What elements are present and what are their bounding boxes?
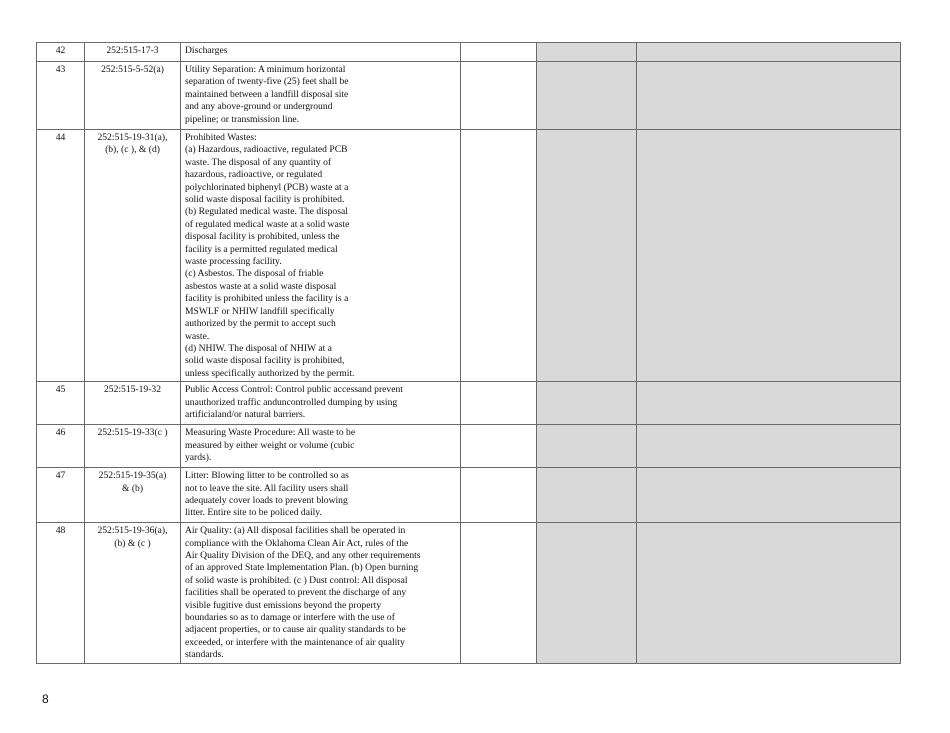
row-number-cell xyxy=(37,468,85,523)
rule-citation-cell xyxy=(85,62,181,130)
row-number-cell xyxy=(37,62,85,130)
row-number: 46 xyxy=(55,427,66,439)
rule-citation-line: 252:515-5-52(a) xyxy=(101,64,164,75)
requirement-line: Litter: Blowing litter to be controlled so as xyxy=(185,470,349,482)
shaded-cell xyxy=(537,523,637,664)
table-row xyxy=(37,425,901,468)
table-row xyxy=(37,382,901,425)
blank-cell xyxy=(461,382,537,425)
rule-citation-line: 252:515-19-33(c ) xyxy=(97,427,168,439)
row-number: 42 xyxy=(55,45,66,56)
rule-citation-cell xyxy=(85,468,181,523)
requirement-cell xyxy=(181,468,461,523)
shaded-cell xyxy=(537,382,637,425)
requirement-line: of solid waste is prohibited. (c ) Dust control: All disposal xyxy=(185,574,408,586)
table-body xyxy=(37,43,901,664)
requirement-line: adequately cover loads to prevent blowing xyxy=(185,494,348,506)
shaded-cell xyxy=(637,523,901,664)
requirement-line: exceeded, or interfere with the maintenance of air quality xyxy=(185,636,405,648)
row-number-cell xyxy=(37,523,85,664)
requirement-line: solid waste disposal facility is prohibited, xyxy=(185,355,345,367)
requirement-line: measured by either weight or volume (cubic xyxy=(185,439,355,451)
requirement-line: Measuring Waste Procedure: All waste to be xyxy=(185,427,356,439)
requirement-line: of regulated medical waste at a solid waste xyxy=(185,218,350,230)
rule-citation-cell xyxy=(85,425,181,468)
shaded-cell xyxy=(637,130,901,382)
requirement-line: pipeline; or transmission line. xyxy=(185,113,300,125)
requirement-line: artificialand/or natural barriers. xyxy=(185,408,306,420)
rule-citation-line: (b), (c ), & (d) xyxy=(105,144,160,156)
shaded-cell xyxy=(637,425,901,468)
table-row xyxy=(37,130,901,382)
shaded-cell xyxy=(537,425,637,468)
row-number-cell xyxy=(37,130,85,382)
table-row xyxy=(37,62,901,130)
requirement-line: waste. The disposal of any quantity of xyxy=(185,156,332,168)
blank-cell xyxy=(461,43,537,62)
row-number: 43 xyxy=(55,64,66,75)
requirement-line: facility is a permitted regulated medical xyxy=(185,243,338,255)
row-number-cell xyxy=(37,382,85,425)
shaded-cell xyxy=(537,130,637,382)
requirement-line: maintained between a landfill disposal site xyxy=(185,88,349,100)
requirement-line: and any above-ground or underground xyxy=(185,101,333,113)
requirement-line: polychlorinated biphenyl (PCB) waste at a xyxy=(185,181,349,193)
regulation-checklist-table xyxy=(36,42,901,664)
requirement-line: Air Quality Division of the DEQ, and any other requirements xyxy=(185,549,421,561)
requirement-line: compliance with the Oklahoma Clean Air Act, rules of the xyxy=(185,537,409,549)
rule-citation-line: 252:515-19-32 xyxy=(103,384,162,396)
requirement-line: standards. xyxy=(185,649,224,661)
row-number: 48 xyxy=(55,525,66,537)
requirement-line: litter. Entire site to be policed daily. xyxy=(185,507,322,519)
requirement-line: hazardous, radioactive, or regulated xyxy=(185,169,323,181)
requirement-line: facilities shall be operated to prevent the discharge of any xyxy=(185,587,407,599)
requirement-line: solid waste disposal facility is prohibited. xyxy=(185,194,345,206)
requirement-line: authorized by the permit to accept such xyxy=(185,318,336,330)
requirement-line: visible fugitive dust emissions beyond the property xyxy=(185,599,382,611)
row-number-cell xyxy=(37,425,85,468)
blank-cell xyxy=(461,468,537,523)
blank-cell xyxy=(461,523,537,664)
requirement-cell xyxy=(181,425,461,468)
requirement-line: facility is prohibited unless the facility is a xyxy=(185,293,349,305)
requirement-line: waste processing facility. xyxy=(185,256,282,268)
requirement-line: Air Quality: (a) All disposal facilities shall be operated in xyxy=(185,525,406,537)
requirement-line: of an approved State Implementation Plan. (b) Open burning xyxy=(185,562,419,574)
requirement-line: Prohibited Wastes: xyxy=(185,132,257,143)
requirement-cell xyxy=(181,523,461,664)
rule-citation-line: 252:515-19-35(a) xyxy=(98,470,167,482)
requirement-line: asbestos waste at a solid waste disposal xyxy=(185,280,337,292)
requirement-line: yards). xyxy=(185,451,212,463)
requirement-line: separation of twenty-five (25) feet shall be xyxy=(185,76,349,88)
rule-citation-line: (b) & (c ) xyxy=(114,537,151,549)
shaded-cell xyxy=(537,62,637,130)
rule-citation-line: & (b) xyxy=(121,482,144,494)
requirement-line: disposal facility is prohibited, unless the xyxy=(185,231,340,243)
table-row xyxy=(37,43,901,62)
requirement-line: adjacent properties, or to cause air quality standards to be xyxy=(185,624,406,636)
requirement-line: (d) NHIW. The disposal of NHIW at a xyxy=(185,342,332,354)
shaded-cell xyxy=(637,62,901,130)
rule-citation-cell xyxy=(85,523,181,664)
row-number: 45 xyxy=(55,384,66,396)
requirement-line: (c) Asbestos. The disposal of friable xyxy=(185,268,324,280)
requirement-cell xyxy=(181,382,461,425)
table-row xyxy=(37,468,901,523)
requirement-cell xyxy=(181,62,461,130)
requirement-line: not to leave the site. All facility users shall xyxy=(185,482,349,494)
blank-cell xyxy=(461,130,537,382)
rule-citation-line: 252:515-19-36(a), xyxy=(97,525,168,537)
rule-citation-cell xyxy=(85,43,181,62)
shaded-cell xyxy=(537,468,637,523)
row-number-cell xyxy=(37,43,85,62)
requirement-line: unauthorized traffic anduncontrolled dumping by using xyxy=(185,396,398,408)
shaded-cell xyxy=(637,43,901,62)
rule-citation-cell xyxy=(85,382,181,425)
row-number: 47 xyxy=(55,470,66,482)
table-row xyxy=(37,523,901,664)
requirement-line: (b) Regulated medical waste. The disposal xyxy=(185,206,348,218)
requirement-cell xyxy=(181,43,461,62)
requirement-line: waste. xyxy=(185,330,210,342)
shaded-cell xyxy=(537,43,637,62)
requirement-line: Discharges xyxy=(185,45,228,56)
requirement-line: Public Access Control: Control public accessand prevent xyxy=(185,384,403,396)
shaded-cell xyxy=(637,468,901,523)
requirement-line: (a) Hazardous, radioactive, regulated PCB xyxy=(185,144,348,156)
requirement-line: boundaries so as to damage or interfere with the use of xyxy=(185,611,395,623)
rule-citation-line: 252:515-17-3 xyxy=(106,45,159,56)
shaded-cell xyxy=(637,382,901,425)
requirement-line: Utility Separation: A minimum horizontal xyxy=(185,64,346,75)
row-number: 44 xyxy=(55,132,66,143)
rule-citation-line: 252:515-19-31(a), xyxy=(97,132,168,143)
blank-cell xyxy=(461,425,537,468)
requirement-cell xyxy=(181,130,461,382)
blank-cell xyxy=(461,62,537,130)
requirement-line: MSWLF or NHIW landfill specifically xyxy=(185,305,335,317)
requirement-line: unless specifically authorized by the permit. xyxy=(185,367,355,379)
rule-citation-cell xyxy=(85,130,181,382)
page-number: 8 xyxy=(42,692,49,706)
